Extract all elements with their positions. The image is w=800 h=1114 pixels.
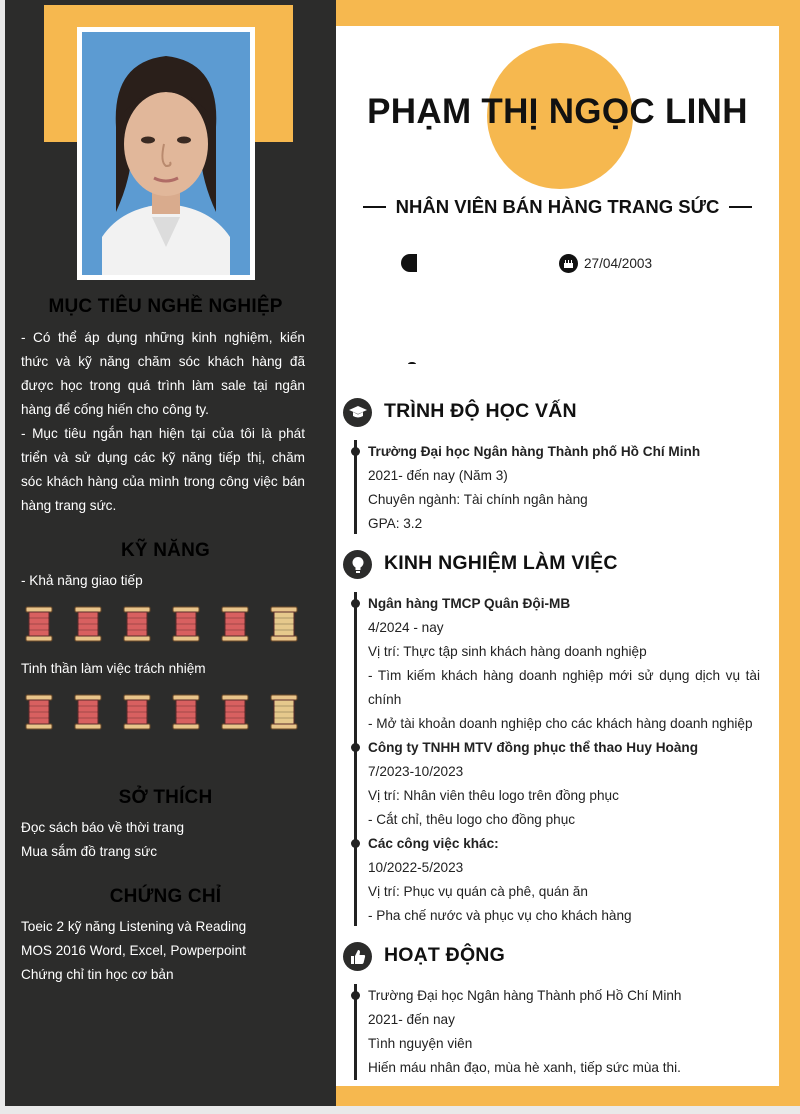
title-dash-right xyxy=(729,206,752,208)
spool-icon-filled xyxy=(73,694,103,730)
spool-icon-filled xyxy=(122,606,152,642)
certificates-list xyxy=(21,915,305,987)
hobbies-list xyxy=(21,816,305,864)
hobby-item: Mua sắm đồ trang sức xyxy=(21,844,158,859)
certificate-item: MOS 2016 Word, Excel, Powperpoint xyxy=(21,943,246,958)
spool-icon-filled xyxy=(73,606,103,642)
activity-line: Trường Đại học Ngân hàng Thành phố Hồ Chí Minh xyxy=(368,988,682,1003)
job-detail: Vị trí: Nhân viên thêu logo trên đồng phục xyxy=(368,788,619,803)
spool-icon-empty xyxy=(269,606,299,642)
spool-icon-empty xyxy=(269,694,299,730)
timeline-dot xyxy=(351,447,360,456)
job-detail: - Cắt chỉ, thêu logo cho đồng phục xyxy=(368,812,576,827)
objective-text xyxy=(21,326,305,518)
job-period: 10/2022-5/2023 xyxy=(368,860,464,875)
certificate-item: Chứng chỉ tin học cơ bản xyxy=(21,967,174,982)
spool-icon-filled xyxy=(220,606,250,642)
birthday-value: 27/04/2003 xyxy=(584,256,653,271)
education-period: 2021- đến nay (Năm 3) xyxy=(368,468,508,483)
timeline-dot xyxy=(351,599,360,608)
certificates-title: CHỨNG CHỈ xyxy=(109,886,222,907)
skill-label-1: - Khả năng giao tiếp xyxy=(21,573,143,588)
spool-icon-filled xyxy=(220,694,250,730)
job-company: Ngân hàng TMCP Quân Đội-MB xyxy=(368,596,571,611)
spool-icon-filled xyxy=(171,694,201,730)
birthday-row xyxy=(559,254,652,273)
activities-entry xyxy=(368,984,760,1080)
lightbulb-icon xyxy=(343,550,372,579)
activities-title: HOẠT ĐỘNG xyxy=(384,944,505,966)
school-name: Trường Đại học Ngân hàng Thành phố Hồ Chí Minh xyxy=(368,444,701,459)
experience-title: KINH NGHIỆM LÀM VIỆC xyxy=(384,552,618,574)
education-title: TRÌNH ĐỘ HỌC VẤN xyxy=(384,400,577,422)
certificate-item: Toeic 2 kỹ năng Listening và Reading xyxy=(21,919,247,934)
timeline-dot xyxy=(351,839,360,848)
activity-line: Tình nguyện viên xyxy=(368,1036,473,1051)
timeline-dot xyxy=(351,743,360,752)
portrait-illustration xyxy=(82,32,250,275)
hobbies-title: SỞ THÍCH xyxy=(118,787,213,808)
skill-rating-2 xyxy=(24,694,299,730)
graduation-cap-icon xyxy=(343,398,372,427)
title-dash-left xyxy=(363,206,386,208)
job-title-row xyxy=(336,196,779,218)
job-company: Công ty TNHH MTV đồng phục thể thao Huy Hoàng xyxy=(368,740,698,755)
objective-paragraph-2: - Mục tiêu ngắn hạn hiện tại của tôi là phát triển và sử dụng các kỹ năng tiếp thị, chăm sóc khách hàng của mình trong công việc bán hàng trang sức. xyxy=(21,426,305,513)
job-period: 7/2023-10/2023 xyxy=(368,764,464,779)
job-company: Các công việc khác: xyxy=(368,836,499,851)
job-detail: Vị trí: Thực tập sinh khách hàng doanh nghiệp xyxy=(368,644,647,659)
job-title: NHÂN VIÊN BÁN HÀNG TRANG SỨC xyxy=(395,196,720,217)
skill-rating-1 xyxy=(24,606,299,642)
experience-timeline xyxy=(354,592,357,926)
spool-icon-filled xyxy=(171,606,201,642)
profile-photo xyxy=(77,27,255,280)
spool-icon-filled xyxy=(122,694,152,730)
hobby-item: Đọc sách báo về thời trang xyxy=(21,820,185,835)
activity-line: Hiến máu nhân đạo, mùa hè xanh, tiếp sức mùa thi. xyxy=(368,1060,681,1075)
objective-title: MỤC TIÊU NGHỀ NGHIỆP xyxy=(48,296,283,317)
job-detail: - Tìm kiếm khách hàng doanh nghiệp mới sử dụng dịch vụ tài chính xyxy=(368,668,760,707)
job-detail: - Mở tài khoản doanh nghiệp cho các khách hàng doanh nghiệp xyxy=(368,716,753,731)
spool-icon-filled xyxy=(24,606,54,642)
job-detail: - Pha chế nước và phục vụ cho khách hàng xyxy=(368,908,632,923)
timeline-dot xyxy=(351,991,360,1000)
candidate-name: PHẠM THỊ NGỌC LINH xyxy=(367,92,748,131)
cake-icon xyxy=(559,254,578,273)
activity-line: 2021- đến nay xyxy=(368,1012,455,1027)
phone-icon xyxy=(401,254,417,272)
education-gpa: GPA: 3.2 xyxy=(368,516,423,531)
education-major: Chuyên ngành: Tài chính ngân hàng xyxy=(368,492,588,507)
education-entry xyxy=(368,440,760,536)
job-period: 4/2024 - nay xyxy=(368,620,444,635)
job-detail: Vị trí: Phục vụ quán cà phê, quán ăn xyxy=(368,884,588,899)
spool-icon-filled xyxy=(24,694,54,730)
experience-list xyxy=(368,592,760,928)
objective-paragraph-1: - Có thể áp dụng những kinh nghiệm, kiến thức và kỹ năng chăm sóc khách hàng đã được học trong quá trình làm sale tại ngân hàng để cống hiến cho công ty. xyxy=(21,330,305,417)
location-icon xyxy=(408,362,416,366)
thumbs-up-icon xyxy=(343,942,372,971)
skills-title: KỸ NĂNG xyxy=(120,540,210,561)
skill-label-2: Tinh thần làm việc trách nhiệm xyxy=(21,661,206,676)
